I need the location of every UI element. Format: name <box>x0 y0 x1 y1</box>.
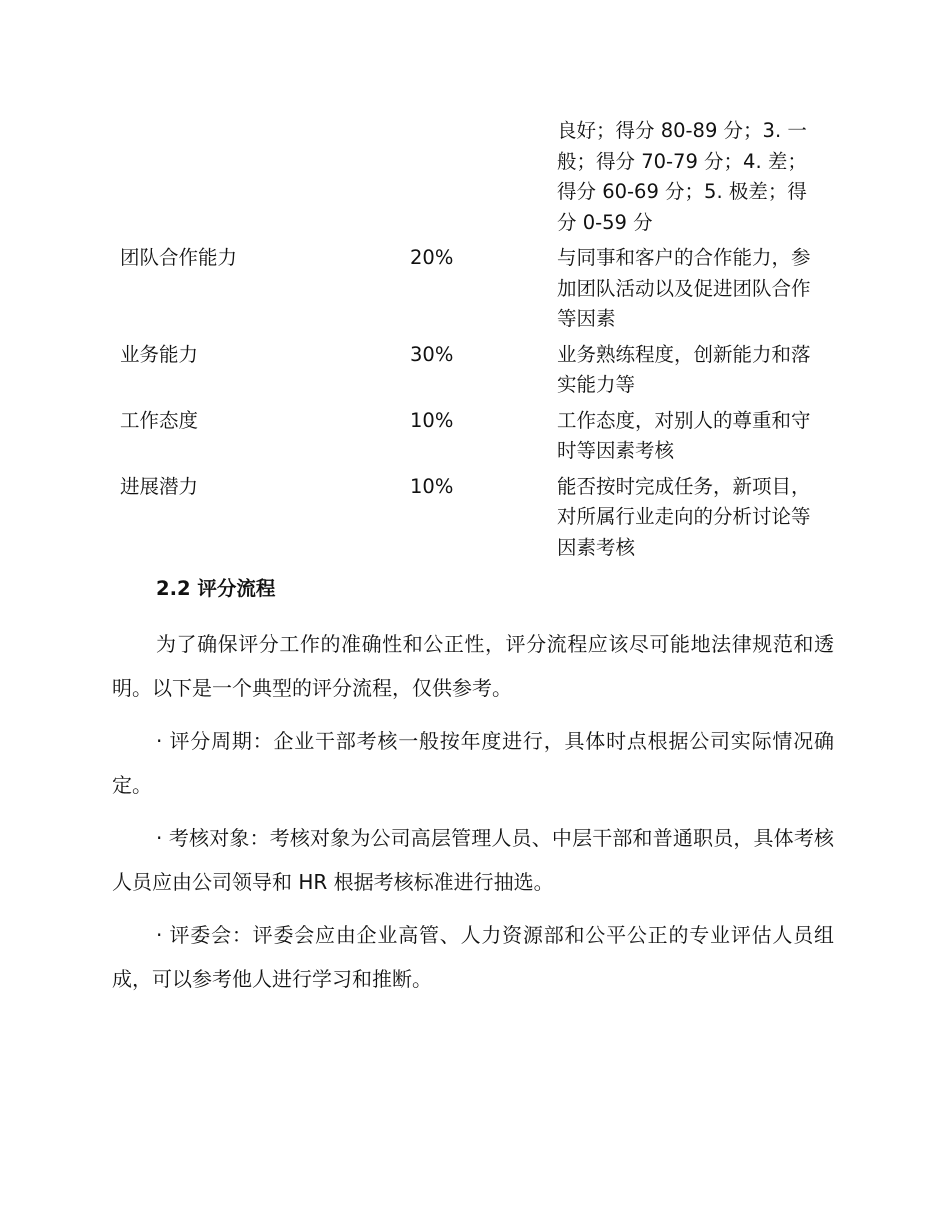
table-row <box>120 340 830 401</box>
table-cell-description: 业务熟练程度，创新能力和落实能力等 <box>557 342 811 396</box>
table-cell-item: 业务能力 <box>120 342 199 366</box>
table-cell-description: 良好；得分 80-89 分；3. 一般；得分 70-79 分；4. 差；得分 60-69 分；5. 极差；得分 0-59 分 <box>557 119 807 234</box>
table-cell-item: 进展潜力 <box>120 474 199 498</box>
table-cell-weight: 20% <box>410 246 454 269</box>
table-cell-item: 工作态度 <box>120 408 199 432</box>
table-cell-description: 工作态度，对别人的尊重和守时等因素考核 <box>557 408 811 462</box>
table-cell-weight: 30% <box>410 342 454 366</box>
section-heading: 2.2 评分流程 <box>156 577 276 600</box>
table-row <box>120 472 830 564</box>
bullet-paragraph-targets: · 考核对象：考核对象为公司高层管理人员、中层干部和普通职员，具体考核人员应由公司领导和 HR 根据考核标准进行抽选。 <box>112 826 834 894</box>
table-row <box>120 243 830 335</box>
bullet-paragraph-committee: · 评委会：评委会应由企业高管、人力资源部和公平公正的专业评估人员组成，可以参考他人进行学习和推断。 <box>112 923 834 991</box>
table-cell-weight: 10% <box>410 474 454 498</box>
table-cell-description: 与同事和客户的合作能力，参加团队活动以及促进团队合作等因素 <box>557 246 811 330</box>
table-cell-description: 能否按时完成任务，新项目，对所属行业走向的分析讨论等因素考核 <box>557 474 811 559</box>
table-cell-item: 团队合作能力 <box>120 246 238 269</box>
evaluation-table <box>120 116 830 568</box>
section-content <box>112 570 834 1010</box>
table-cell-weight: 10% <box>410 408 454 432</box>
table-row <box>120 406 830 467</box>
intro-paragraph: 为了确保评分工作的准确性和公正性，评分流程应该尽可能地法律规范和透明。以下是一个典型的评分流程，仅供参考。 <box>112 632 834 700</box>
table-row-continuation <box>120 116 830 238</box>
bullet-paragraph-cycle: · 评分周期：企业干部考核一般按年度进行，具体时点根据公司实际情况确定。 <box>112 729 834 797</box>
